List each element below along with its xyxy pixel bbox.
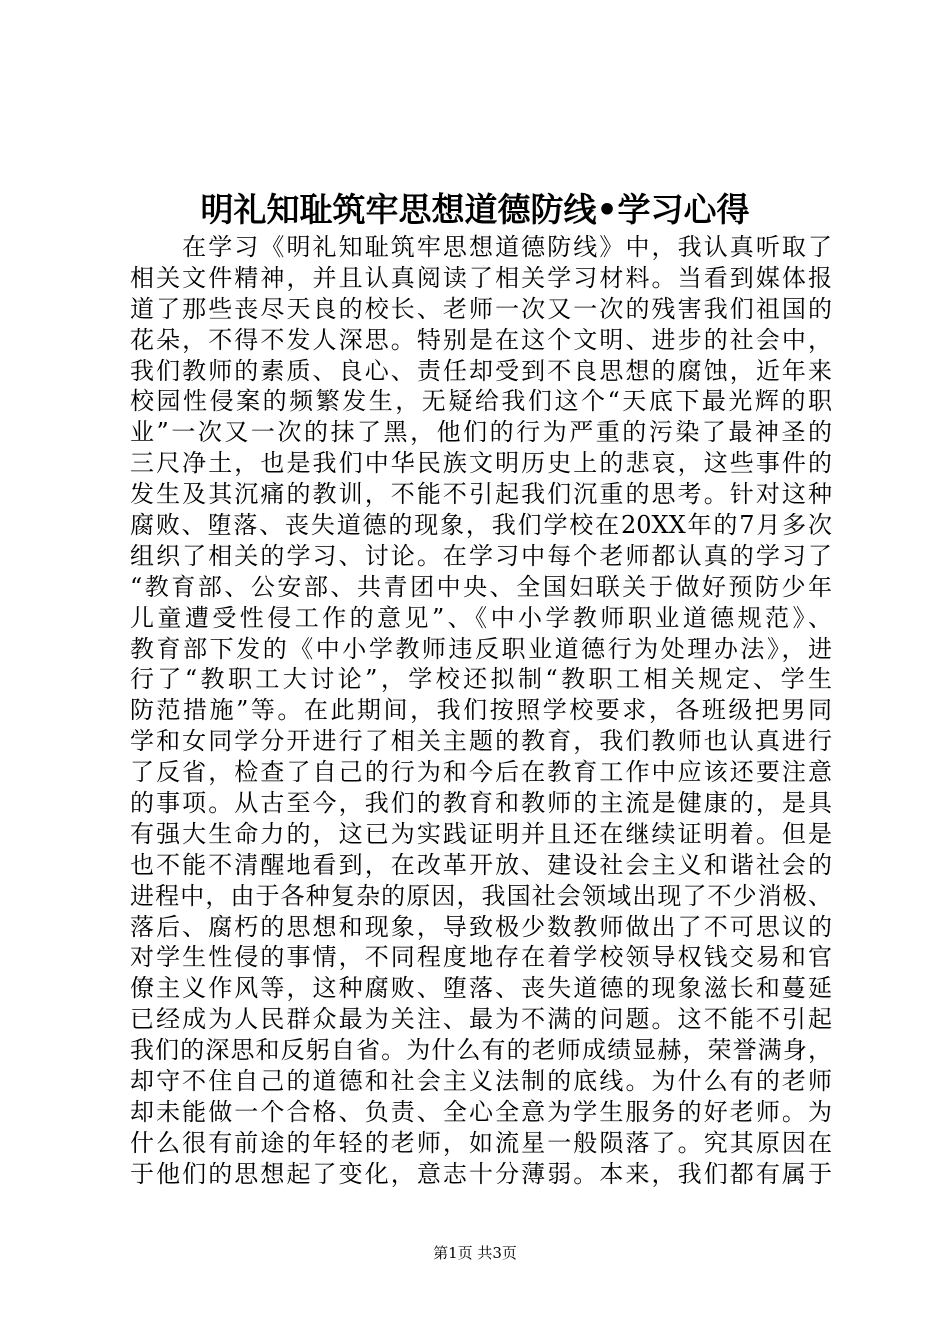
paragraph-line: 业”一次又一次的抹了黑，他们的行为严重的污染了最神圣的	[130, 418, 832, 447]
paragraph-line: 什么很有前途的年轻的老师，如流星一般陨落了。究其原因在	[130, 1128, 832, 1157]
paragraph-line: 在学习《明礼知耻筑牢思想道德防线》中，我认真听取了	[130, 233, 832, 261]
body-paragraph	[130, 232, 832, 1190]
paragraph-line: 我们的深思和反躬自省。为什么有的老师成绩显赫，荣誉满身，	[130, 1036, 832, 1065]
paragraph-line: 却未能做一个合格、负责、全心全意为学生服务的好老师。为	[130, 1097, 832, 1126]
paragraph-line: “教育部、公安部、共青团中央、全国妇联关于做好预防少年	[130, 572, 832, 601]
paragraph-line: 相关文件精神，并且认真阅读了相关学习材料。当看到媒体报	[130, 263, 832, 292]
paragraph-line: 发生及其沉痛的教训，不能不引起我们沉重的思考。针对这种	[130, 480, 832, 509]
paragraph-line: 于他们的思想起了变化，意志十分薄弱。本来，我们都有属于	[130, 1159, 832, 1188]
paragraph-line: 的事项。从古至今，我们的教育和教师的主流是健康的，是具	[130, 789, 832, 818]
paragraph-line: 落后、腐朽的思想和现象，导致极少数教师做出了不可思议的	[130, 912, 832, 941]
paragraph-line: 组织了相关的学习、讨论。在学习中每个老师都认真的学习了	[130, 541, 832, 570]
paragraph-line: 防范措施”等。在此期间，我们按照学校要求，各班级把男同	[130, 696, 832, 725]
paragraph-line: 儿童遭受性侵工作的意见”、《中小学教师职业道德规范》、	[130, 603, 832, 632]
paragraph-line: 我们教师的素质、良心、责任却受到不良思想的腐蚀，近年来	[130, 356, 832, 385]
paragraph-line: 也不能不清醒地看到，在改革开放、建设社会主义和谐社会的	[130, 850, 832, 879]
paragraph-line: 却守不住自己的道德和社会主义法制的底线。为什么有的老师	[130, 1067, 832, 1096]
paragraph-line: 道了那些丧尽天良的校长、老师一次又一次的残害我们祖国的	[130, 294, 832, 323]
paragraph-line: 进程中，由于各种复杂的原因，我国社会领域出现了不少消极、	[130, 881, 832, 910]
paragraph-line: 三尺净土，也是我们中华民族文明历史上的悲哀，这些事件的	[130, 449, 832, 478]
paragraph-line: 已经成为人民群众最为关注、最为不满的问题。这不能不引起	[130, 1005, 832, 1034]
paragraph-line: 花朵，不得不发人深思。特别是在这个文明、进步的社会中，	[130, 325, 832, 354]
page-title: 明礼知耻筑牢思想道德防线•学习心得	[200, 190, 750, 229]
paragraph-line: 僚主义作风等，这种腐败、堕落、丧失道德的现象滋长和蔓延	[130, 974, 832, 1003]
paragraph-line: 学和女同学分开进行了相关主题的教育，我们教师也认真进行	[130, 727, 832, 756]
paragraph-line: 校园性侵案的频繁发生，无疑给我们这个“天底下最光辉的职	[130, 387, 832, 416]
paragraph-line: 腐败、堕落、丧失道德的现象，我们学校在20XX年的7月多次	[130, 511, 832, 540]
paragraph-line: 有强大生命力的，这已为实践证明并且还在继续证明着。但是	[130, 819, 832, 848]
paragraph-line: 了反省，检查了自己的行为和今后在教育工作中应该还要注意	[130, 758, 832, 787]
page-footer: 第1页 共3页	[433, 1244, 517, 1262]
paragraph-line: 教育部下发的《中小学教师违反职业道德行为处理办法》，进	[130, 634, 832, 663]
paragraph-line: 对学生性侵的事情，不同程度地存在着学校领导权钱交易和官	[130, 943, 832, 972]
paragraph-line: 行了“教职工大讨论”，学校还拟制“教职工相关规定、学生	[130, 665, 832, 694]
